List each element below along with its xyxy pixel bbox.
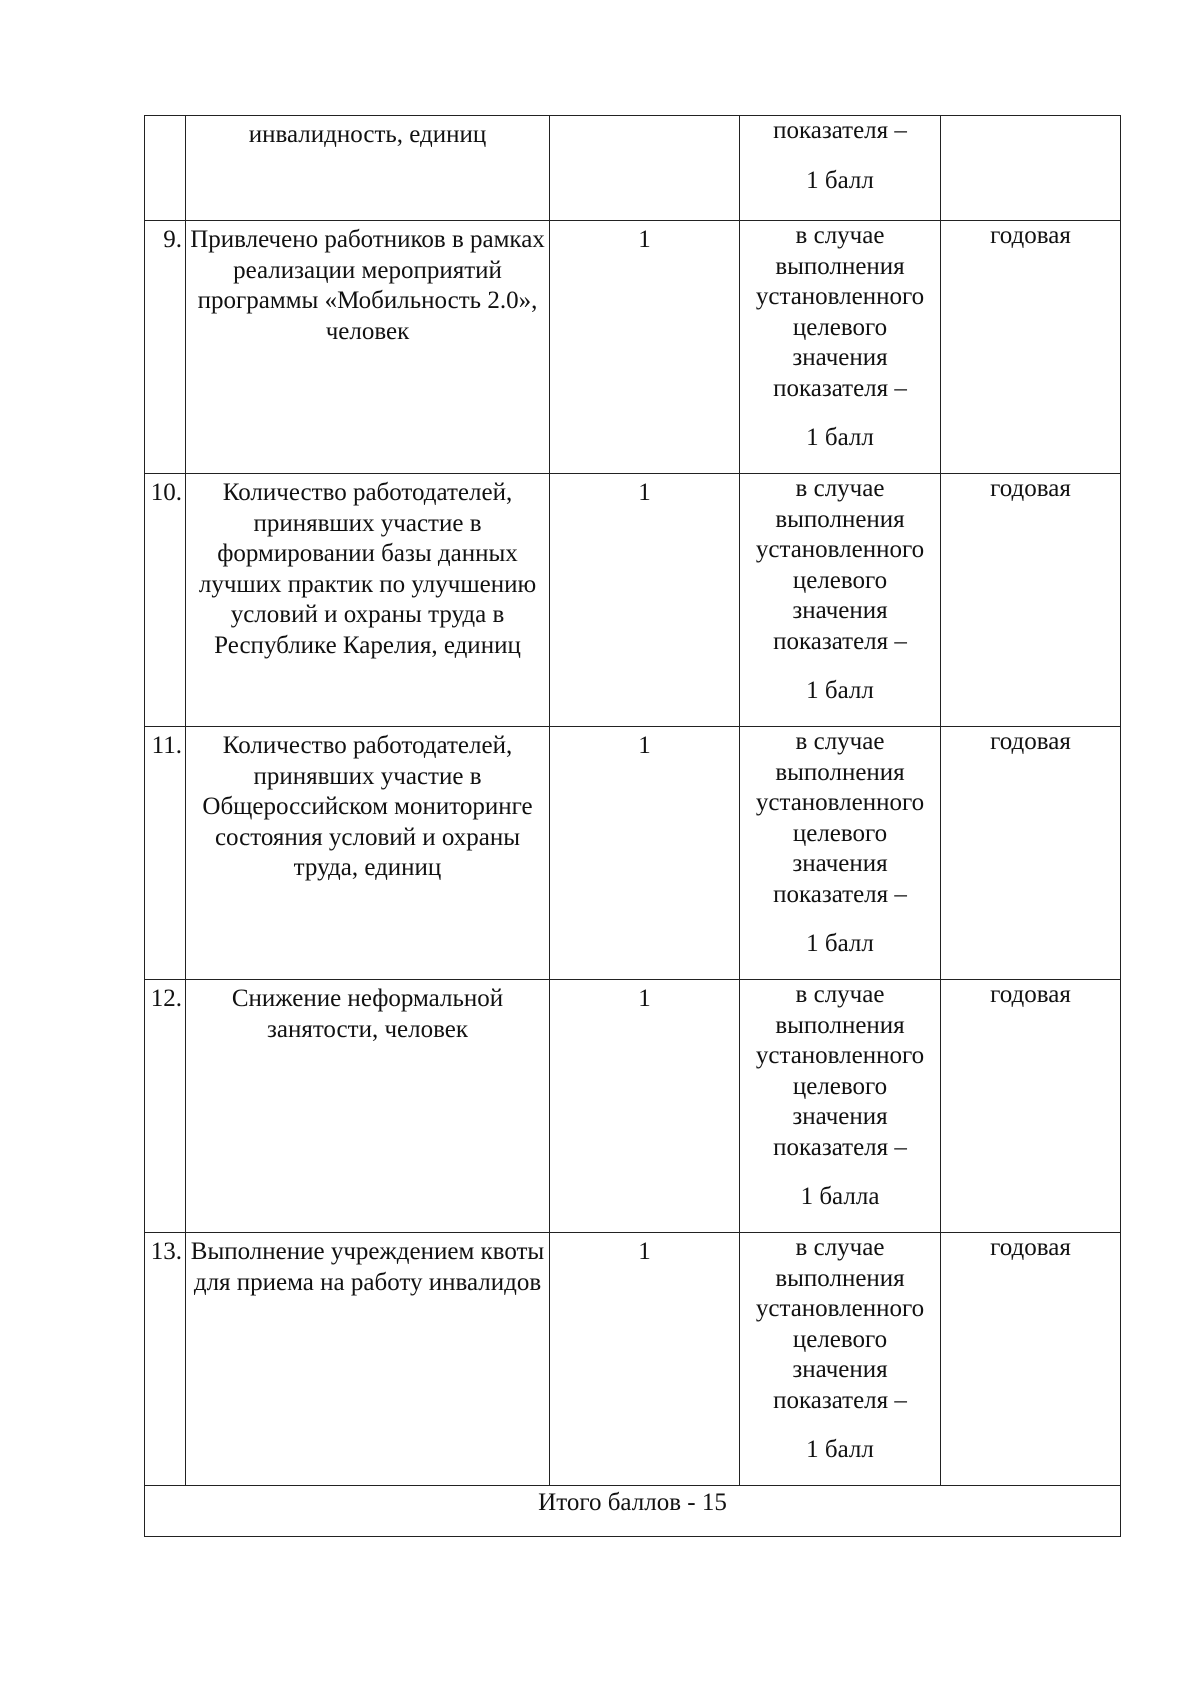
criteria-line: целевого [792,1072,888,1100]
points-value: 1 балл [806,1436,874,1463]
points-value: 1 балл [806,424,874,451]
criteria-line: установленного [755,789,925,816]
criteria-line: целевого [792,313,888,341]
score-cell: 1 [550,221,740,474]
table-row [145,221,1121,474]
criteria-line: показателя – [773,627,907,655]
criteria-line: показателя – [773,1133,907,1161]
row-number: 9. [145,221,186,474]
indicator-cell: Выполнение учреждением квоты для приема на работу инвалидов [186,1233,550,1486]
period-cell: годовая [941,221,1121,474]
criteria-cell [740,1233,941,1486]
table-total-row [145,1486,1121,1537]
criteria-line: показателя – [773,880,907,908]
score-cell: 1 [550,980,740,1233]
score-cell: 1 [550,474,740,727]
indicators-table-body [145,116,1121,1486]
criteria-cell [740,980,941,1233]
row-number: 12. [145,980,186,1233]
period-cell: годовая [941,1233,1121,1486]
criteria-line: значения [792,1356,888,1383]
criteria-line: установленного [755,1042,925,1069]
criteria-line: показателя – [773,374,907,402]
indicator-cell: Привлечено работников в рамках реализации мероприятий программы «Мобильность 2.0», человек [186,221,550,474]
criteria-line: в случае [795,222,885,249]
criteria-line: значения [792,850,888,877]
period-cell: годовая [941,727,1121,980]
criteria-line: целевого [792,819,888,847]
period-cell: годовая [941,474,1121,727]
indicator-cell: Снижение неформальной занятости, человек [186,980,550,1233]
criteria-line: установленного [755,1295,925,1322]
score-cell [550,116,740,221]
score-cell: 1 [550,727,740,980]
criteria-line: в случае [795,728,885,755]
criteria-line: в случае [795,981,885,1008]
criteria-line: значения [792,344,888,371]
criteria-line: установленного [755,536,925,563]
row-number: 13. [145,1233,186,1486]
table-row [145,1233,1121,1486]
criteria-line: значения [792,597,888,624]
row-number [145,116,186,221]
criteria-line: показателя – [773,1386,907,1414]
criteria-line: показателя – [773,117,907,144]
indicator-cell: Количество работодателей, принявших участие в Общероссийском мониторинге состояния условий и охраны труда, единиц [186,727,550,980]
points-value: 1 балл [806,677,874,704]
criteria-line: целевого [792,1325,888,1353]
row-number: 11. [145,727,186,980]
criteria-line: выполнения [775,252,905,280]
table-row [145,980,1121,1233]
criteria-cell [740,116,941,221]
criteria-line: в случае [795,475,885,502]
total-score: Итого баллов - 15 [145,1486,1121,1537]
points-value: 1 балла [800,1183,880,1210]
points-value: 1 балл [806,930,874,957]
criteria-cell [740,727,941,980]
criteria-line: выполнения [775,758,905,786]
criteria-line: в случае [795,1234,885,1261]
points-value: 1 балл [806,166,874,194]
criteria-line: выполнения [775,1264,905,1292]
score-cell: 1 [550,1233,740,1486]
criteria-cell [740,474,941,727]
criteria-line: выполнения [775,1011,905,1039]
criteria-cell [740,221,941,474]
table-row [145,474,1121,727]
criteria-line: целевого [792,566,888,594]
indicator-cell: инвалидность, единиц [186,116,550,221]
row-number: 10. [145,474,186,727]
table-row-continued [145,116,1121,221]
indicator-cell: Количество работодателей, принявших участие в формировании базы данных лучших практик по улучшению условий и охраны труда в Республике Карелия, единиц [186,474,550,727]
period-cell: годовая [941,980,1121,1233]
criteria-line: значения [792,1103,888,1130]
indicators-table [144,115,1121,1537]
criteria-line: установленного [755,283,925,310]
period-cell [941,116,1121,221]
criteria-line: выполнения [775,505,905,533]
table-row [145,727,1121,980]
